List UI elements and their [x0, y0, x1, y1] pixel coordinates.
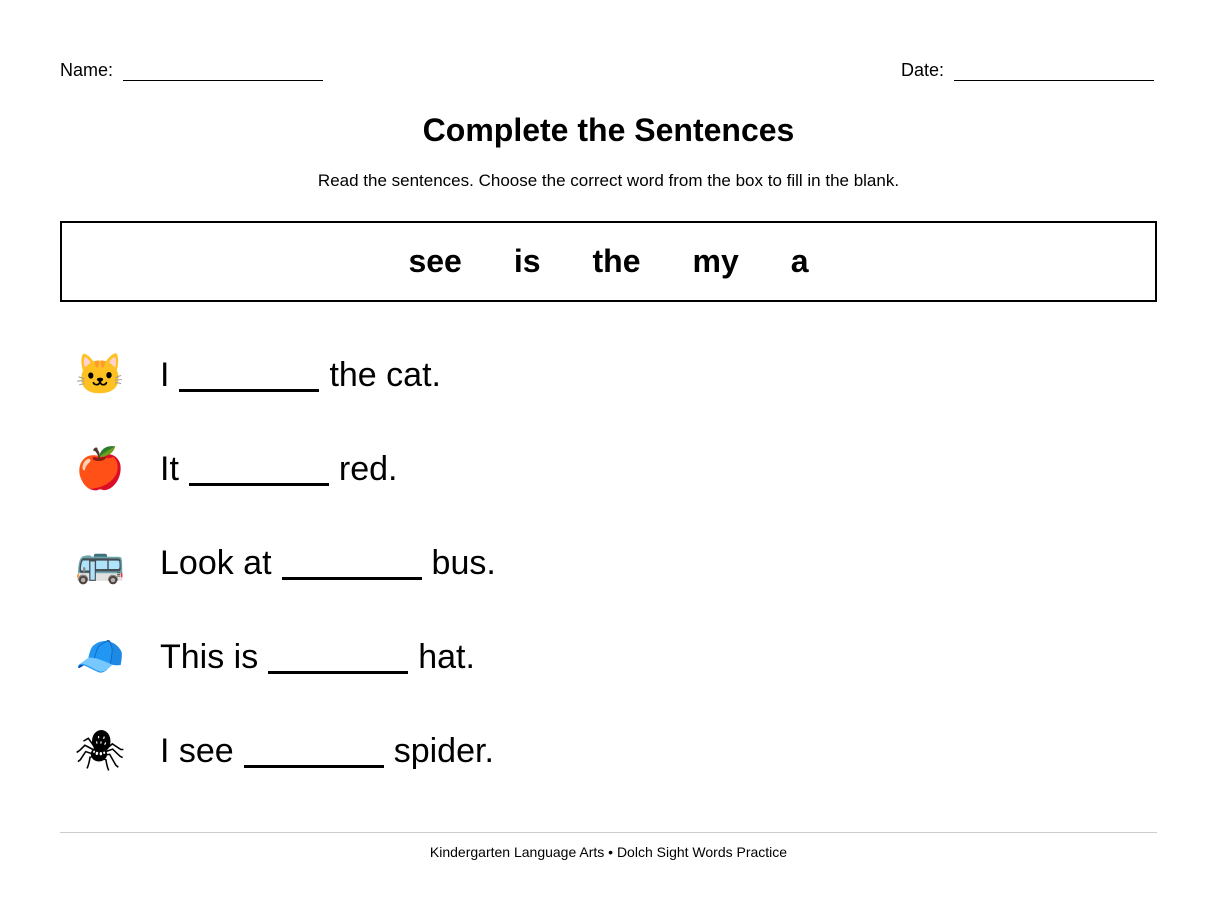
- name-field: [60, 60, 323, 81]
- sentence-end: bus.: [431, 543, 496, 582]
- word-bank-item: the: [592, 243, 641, 279]
- word-bank-item: is: [513, 243, 541, 279]
- sentence-end: red.: [338, 449, 398, 488]
- name-line[interactable]: [123, 66, 323, 81]
- cat-icon: 🐱: [75, 353, 125, 397]
- footer: Kindergarten Language Arts • Dolch Sight Words Practice: [60, 832, 1157, 860]
- sentence-end: the cat.: [329, 355, 441, 394]
- word-bank: [60, 221, 1157, 302]
- sentence-end: hat.: [418, 637, 475, 676]
- sentence-start: It: [160, 449, 179, 488]
- word-bank-item: see: [408, 243, 462, 279]
- sentence-row: [76, 444, 398, 494]
- sentence-end: spider.: [393, 731, 494, 770]
- sentence-start: Look at: [160, 543, 272, 582]
- answer-blank[interactable]: [282, 547, 422, 580]
- date-field: [901, 60, 1154, 81]
- word-bank-item: my: [692, 243, 739, 279]
- sentence-row: [76, 726, 494, 776]
- spider-icon: 🕷: [74, 729, 126, 773]
- date-line[interactable]: [954, 66, 1154, 81]
- word-bank-item: a: [790, 243, 809, 279]
- page-title: Complete the Sentences: [422, 112, 795, 148]
- answer-blank[interactable]: [179, 359, 319, 392]
- sentence-start: I see: [160, 731, 234, 770]
- date-label: Date:: [901, 60, 945, 80]
- answer-blank[interactable]: [189, 453, 329, 486]
- bus-icon: 🚌: [75, 541, 125, 585]
- sentence-row: [76, 538, 496, 588]
- sentence-row: [76, 632, 475, 682]
- answer-blank[interactable]: [268, 641, 408, 674]
- instructions: Read the sentences. Choose the correct word from the box to fill in the blank.: [317, 171, 900, 190]
- name-label: Name:: [60, 60, 114, 80]
- answer-blank[interactable]: [244, 735, 384, 768]
- cap-icon: 🧢: [75, 635, 125, 679]
- sentence-start: I: [160, 355, 170, 394]
- sentence-start: This is: [160, 637, 259, 676]
- sentence-row: [76, 350, 441, 400]
- apple-icon: 🍎: [75, 447, 125, 491]
